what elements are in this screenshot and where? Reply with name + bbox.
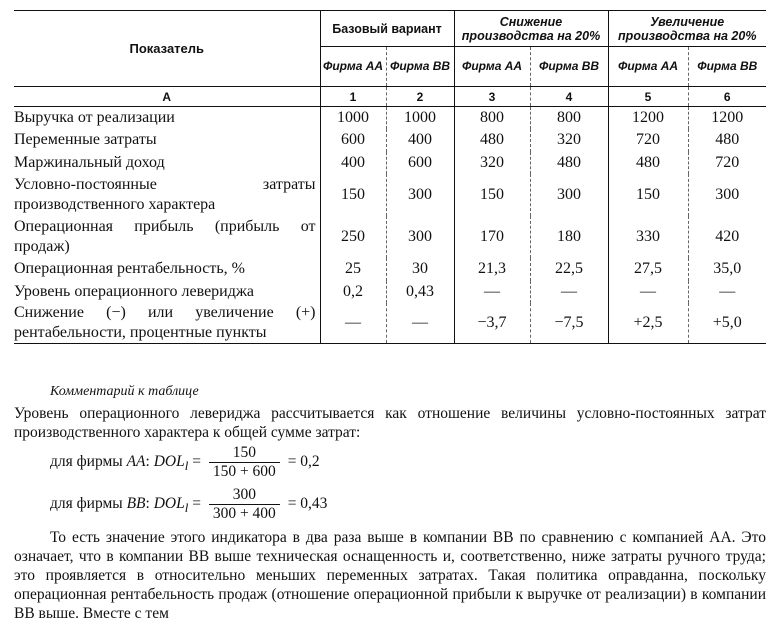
formula-aa: для фирмы АА: $DOL_l$ = $\frac{150}{150 + 600}$ = 0,2 bbox=[50, 444, 320, 480]
row-label: Выручка от реализации bbox=[14, 107, 320, 129]
row-label: Операционная прибыль (прибыль от продаж) bbox=[14, 216, 320, 258]
row-value: 420 bbox=[715, 227, 740, 245]
row-value: 1000 bbox=[386, 107, 454, 129]
row-value: — bbox=[530, 281, 608, 303]
row-value: +5,0 bbox=[688, 303, 766, 344]
formula-denominator: 150 + 600 bbox=[212, 463, 276, 480]
index-cell: 6 bbox=[688, 87, 766, 107]
formula-bb: для фирмы ВВ: $DOL_l$ = $\frac{300}{300 + 400}$ = 0,43 bbox=[50, 486, 328, 522]
row-value: 300 bbox=[386, 216, 454, 258]
row-value: 1200 bbox=[711, 108, 744, 126]
table-row bbox=[14, 107, 766, 129]
table-row bbox=[14, 281, 766, 303]
group-base: Базовый вариант bbox=[320, 11, 454, 47]
formula-fraction bbox=[209, 444, 280, 481]
row-value: 480 bbox=[530, 152, 608, 174]
index-cell: 4 bbox=[530, 87, 608, 107]
row-label: Переменные затраты bbox=[14, 129, 320, 152]
index-cell: 3 bbox=[454, 87, 530, 107]
row-value: 25 bbox=[320, 258, 386, 281]
row-value: 170 bbox=[454, 216, 530, 258]
formula-prefix: для фирмы bbox=[50, 453, 127, 471]
table-row bbox=[14, 129, 766, 152]
firm-header: Фирма АА bbox=[608, 47, 688, 87]
row-value: 30 bbox=[386, 258, 454, 281]
row-value: — bbox=[719, 282, 736, 300]
row-value: — bbox=[454, 281, 530, 303]
row-value: 800 bbox=[454, 107, 530, 129]
row-value: 480 bbox=[454, 129, 530, 152]
row-value: 150 bbox=[608, 174, 688, 216]
formula-subscript: l bbox=[184, 458, 189, 474]
group-increase: Увеличение производства на 20% bbox=[608, 11, 766, 47]
firm-header: Фирма АА bbox=[320, 47, 386, 87]
row-value: 180 bbox=[530, 216, 608, 258]
table-row bbox=[14, 216, 766, 258]
row-value: 1000 bbox=[320, 107, 386, 129]
row-value: 0,43 bbox=[386, 281, 454, 303]
row-value: 250 bbox=[320, 216, 386, 258]
row-value: 720 bbox=[715, 153, 740, 171]
row-value: −3,7 bbox=[454, 303, 530, 344]
index-cell: 5 bbox=[608, 87, 688, 107]
formula-symbol: DOL bbox=[153, 495, 185, 513]
row-label: Маржинальный доход bbox=[14, 152, 320, 174]
row-value: 150 bbox=[454, 174, 530, 216]
row-value: 600 bbox=[320, 129, 386, 152]
row-value: 400 bbox=[320, 152, 386, 174]
row-value: 150 bbox=[320, 174, 386, 216]
commentary-conclusion: То есть значение этого индикатора в два раза выше в компании ВВ по сравнению с компанией АА. Это означает, что в компании ВВ выше техническая оснащенность и, соответственно, ниже затраты ручного труда; это проявляется в относительно меньших переменных затратах. Такая политика оправданна, поскольку операционная рентабельность продаж (отношение операционной прибыли к выручке от реализации) в компании ВВ выше. Вместе с тем bbox=[14, 529, 766, 622]
row-value: −7,5 bbox=[530, 303, 608, 344]
leverage-table bbox=[14, 10, 766, 344]
table-row bbox=[14, 258, 766, 281]
row-value: 320 bbox=[454, 152, 530, 174]
firm-header: Фирма ВВ bbox=[386, 47, 454, 87]
table-row bbox=[14, 303, 766, 344]
row-value: 600 bbox=[386, 152, 454, 174]
row-label: Уровень операционного левериджа bbox=[14, 281, 320, 303]
header-indicator: Показатель bbox=[14, 11, 320, 87]
formula-firm: ВВ bbox=[126, 495, 146, 513]
formula-result: = 0,2 bbox=[287, 453, 320, 471]
row-value: 22,5 bbox=[530, 258, 608, 281]
row-value: 35,0 bbox=[713, 260, 742, 277]
row-value: 0,2 bbox=[320, 281, 386, 303]
row-value: 21,3 bbox=[454, 258, 530, 281]
formula-numerator: 150 bbox=[209, 444, 280, 463]
row-value: +2,5 bbox=[608, 303, 688, 344]
formula-denominator: 300 + 400 bbox=[212, 505, 276, 522]
formula-numerator: 300 bbox=[209, 486, 280, 505]
row-value: 27,5 bbox=[608, 258, 688, 281]
row-label: Условно-постоянные затраты производственного характера bbox=[14, 174, 320, 216]
row-value: 800 bbox=[530, 107, 608, 129]
row-value: 720 bbox=[608, 129, 688, 152]
formula-subscript: l bbox=[184, 500, 189, 516]
row-label: Операционная рентабельность, % bbox=[14, 258, 320, 281]
formula-firm: АА bbox=[126, 453, 146, 471]
row-label: Снижение (−) или увеличение (+) рентабельности, процентные пункты bbox=[14, 303, 320, 344]
formula-result: = 0,43 bbox=[287, 495, 328, 513]
index-cell: 1 bbox=[320, 87, 386, 107]
row-value: 1200 bbox=[608, 107, 688, 129]
row-value: 480 bbox=[608, 152, 688, 174]
group-decrease: Снижение производства на 20% bbox=[454, 11, 608, 47]
firm-header: Фирма АА bbox=[454, 47, 530, 87]
index-cell: 2 bbox=[386, 87, 454, 107]
row-value: 480 bbox=[715, 131, 740, 148]
index-cell: А bbox=[14, 87, 320, 107]
row-value: 300 bbox=[715, 185, 740, 203]
commentary-title: Комментарий к таблице bbox=[50, 384, 199, 399]
row-value: 300 bbox=[386, 174, 454, 216]
formula-prefix: для фирмы bbox=[50, 495, 127, 513]
commentary-intro: Уровень операционного левериджа рассчитывается как отношение величины условно-постоянных затрат производственного характера к общей сумме затрат: bbox=[14, 405, 766, 441]
row-value: — bbox=[386, 303, 454, 344]
formula-symbol: DOL bbox=[153, 453, 185, 471]
row-value: 330 bbox=[608, 216, 688, 258]
firm-header: Фирма ВВ bbox=[688, 47, 766, 87]
row-value: 300 bbox=[530, 174, 608, 216]
row-value: 320 bbox=[530, 129, 608, 152]
row-value: — bbox=[320, 303, 386, 344]
table-row bbox=[14, 174, 766, 216]
row-value: 400 bbox=[386, 129, 454, 152]
row-value: — bbox=[608, 281, 688, 303]
table-row bbox=[14, 152, 766, 174]
formula-fraction bbox=[209, 486, 280, 523]
firm-header: Фирма ВВ bbox=[530, 47, 608, 87]
